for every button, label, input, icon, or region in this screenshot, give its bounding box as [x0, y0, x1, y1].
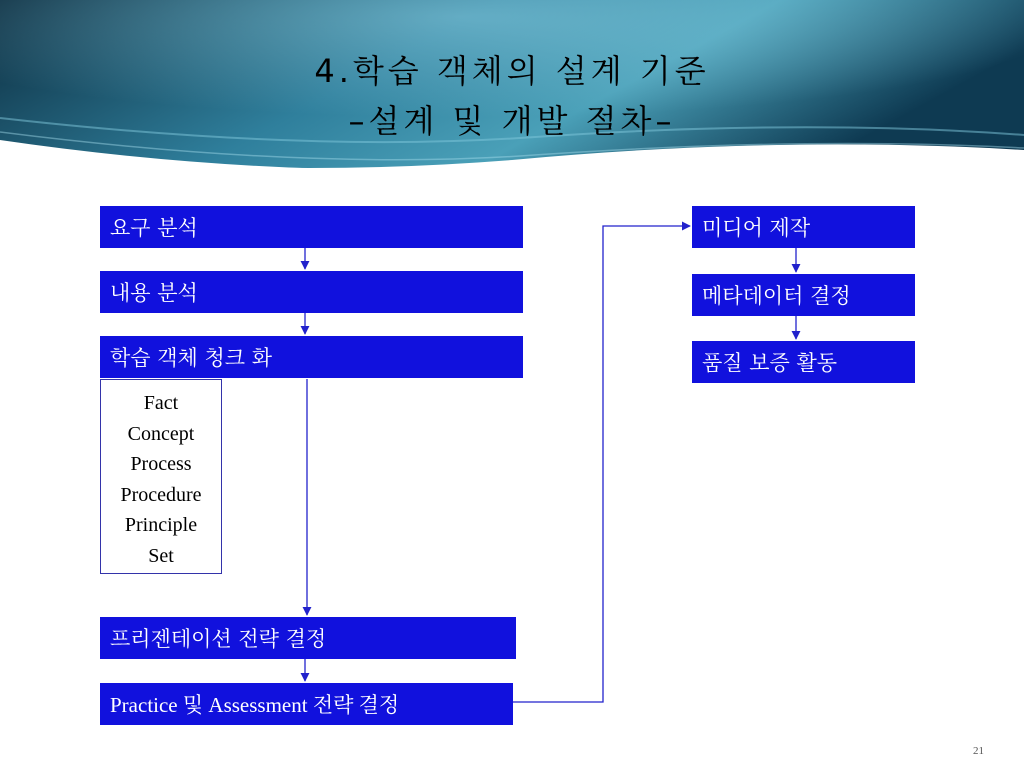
- step-media-production: 미디어 제작: [692, 206, 915, 248]
- content-type-list: [100, 379, 222, 574]
- step-content-analysis: 내용 분석: [100, 271, 523, 313]
- slide-subtitle: –설계 및 개발 절차–: [348, 102, 676, 140]
- page-number: 21: [973, 745, 984, 757]
- step-presentation-strategy: 프리젠테이션 전략 결정: [100, 617, 516, 659]
- content-type-item: Fact: [143, 392, 179, 414]
- content-type-item: Principle: [124, 514, 198, 536]
- step-requirements-analysis: 요구 분석: [100, 206, 523, 248]
- step-practice-assessment-strategy: Practice 및 Assessment 전략 결정: [100, 683, 513, 725]
- content-type-item: Procedure: [120, 483, 202, 506]
- arrow-practice-to-media: [513, 226, 690, 702]
- step-quality-assurance: 품질 보증 활동: [692, 341, 915, 383]
- content-type-item: Process: [130, 453, 192, 475]
- slide-title: 4.학습 객체의 설계 기준: [314, 52, 710, 90]
- content-type-item: Set: [148, 544, 174, 567]
- content-type-item: Concept: [127, 422, 195, 445]
- step-learning-object-chunking: 학습 객체 청크 화: [100, 336, 523, 378]
- step-metadata-decision: 메타데이터 결정: [692, 274, 915, 316]
